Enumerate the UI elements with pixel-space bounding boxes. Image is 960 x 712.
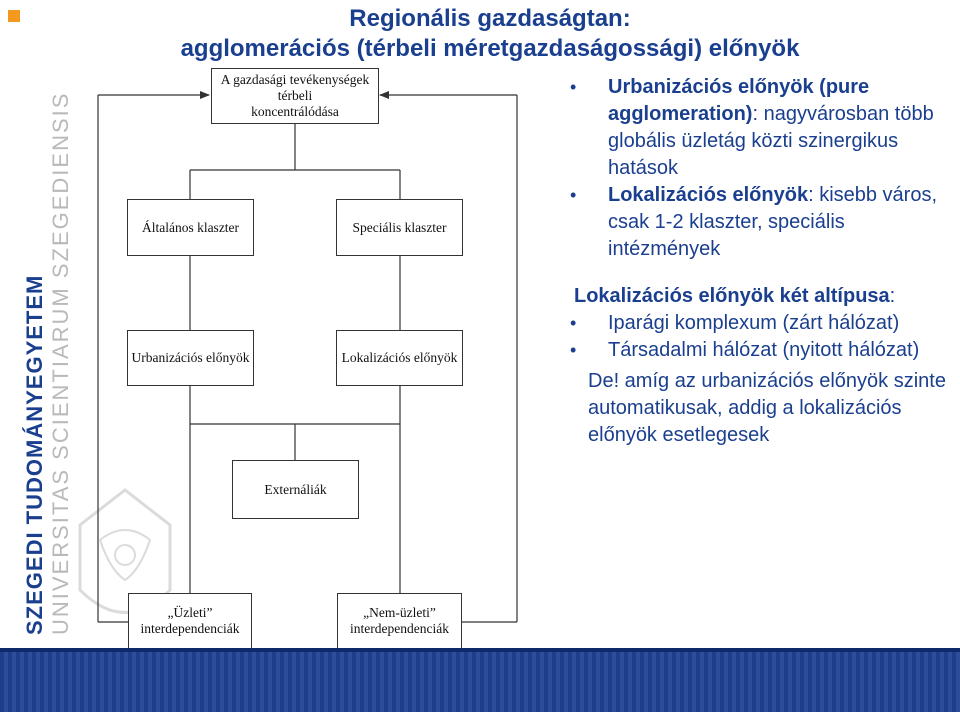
footer-bar	[0, 648, 960, 712]
localization-term: Lokalizációs előnyök	[608, 184, 809, 206]
slide-title-line2: agglomerációs (térbeli méretgazdaságossági) előnyök	[180, 35, 800, 62]
general-cluster-box	[127, 199, 254, 256]
subtypes-term: Lokalizációs előnyök két altípusa	[574, 285, 890, 307]
urbanization-advantages-box	[127, 330, 254, 386]
special-cluster-label: Speciális klaszter	[352, 219, 447, 235]
externalities-box	[232, 460, 359, 519]
localization-advantages-label: Lokalizációs előnyök	[341, 350, 458, 365]
subtypes-heading	[568, 283, 953, 310]
closing-remark: De! amíg az urbanizációs előnyök szinte automatikusak, addig a lokalizációs előnyök esetlegesek	[588, 370, 946, 446]
general-cluster-label: Általános klaszter	[141, 219, 240, 235]
spatial-concentration-box	[211, 68, 379, 124]
business-interdependencies-box	[128, 593, 252, 649]
slide-title-line1: Regionális gazdaságtan:	[349, 5, 631, 32]
bullet-social-network: • Társadalmi hálózat (nyitott hálózat)	[568, 337, 953, 364]
university-name: SZEGEDI TUDOMÁNYEGYETEM	[22, 274, 47, 635]
footer-bar-edge	[0, 648, 960, 652]
bullet-industrial-complex: • Iparági komplexum (zárt hálózat)	[568, 310, 953, 337]
urbanization-description: nagyvárosban több globális üzletág közti szinergikus hatások	[608, 103, 934, 179]
urbanization-colon: :	[752, 103, 759, 125]
spatial-concentration-label: A gazdasági tevékenységek térbeli koncentrálódása	[220, 72, 370, 119]
urbanization-term: Urbanizációs előnyök (pure agglomeration)	[608, 76, 870, 125]
bullet-localization	[568, 182, 953, 263]
special-cluster-box	[336, 199, 463, 256]
university-latin-name: UNIVERSITAS SCIENTIARUM SZEGEDIENSIS	[48, 91, 73, 635]
bullet-urbanization	[568, 74, 953, 182]
explanation-text	[568, 74, 953, 449]
nonbusiness-interdependencies-box	[337, 593, 462, 649]
nonbusiness-interdependencies-label: „Nem-üzleti” interdependenciák	[350, 605, 449, 636]
business-interdependencies-label: „Üzleti” interdependenciák	[140, 605, 240, 636]
subtypes-colon: :	[889, 285, 896, 307]
localization-description: : kisebb város, csak 1-2 klaszter, speciális intézmények	[608, 184, 938, 260]
externalities-label: Externáliák	[264, 481, 327, 497]
urbanization-advantages-label: Urbanizációs előnyök	[131, 350, 250, 365]
localization-advantages-box	[336, 330, 463, 386]
